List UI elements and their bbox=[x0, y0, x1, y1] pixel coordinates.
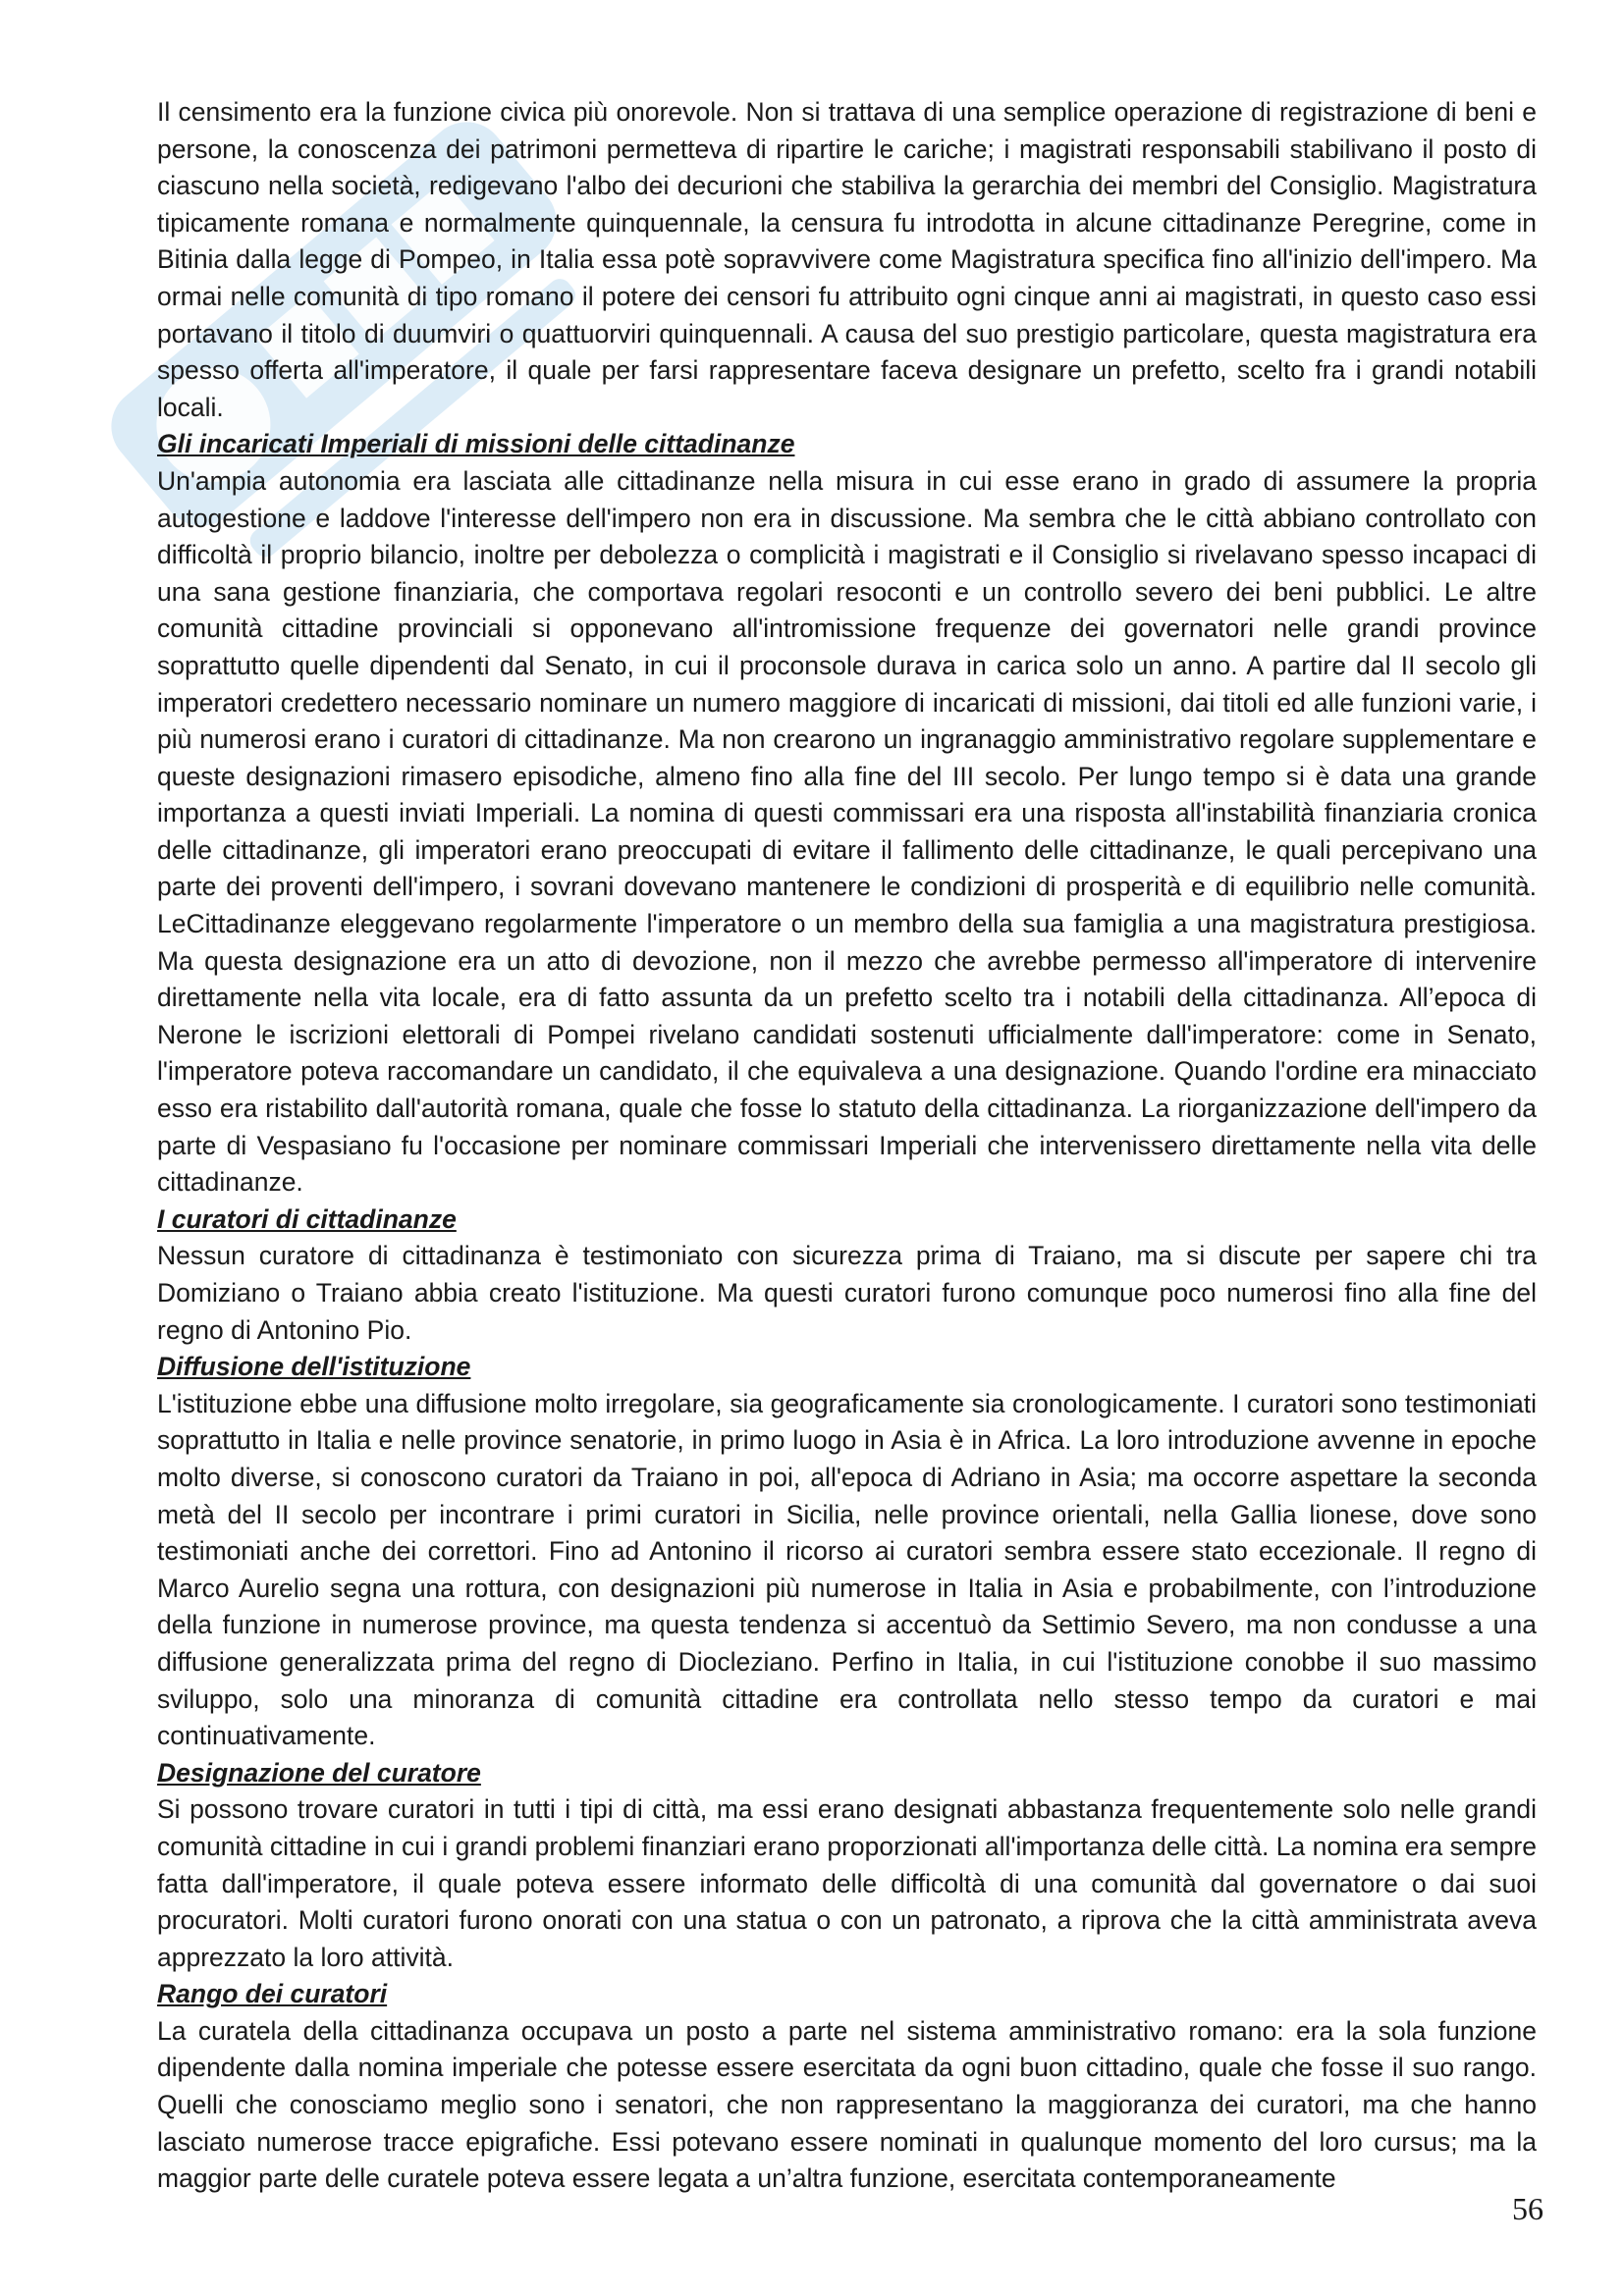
page-number: 56 bbox=[1512, 2191, 1543, 2226]
body-paragraph-5: Si possono trovare curatori in tutti i tipi di città, ma essi erano designati abbastanza frequentemente solo nelle grandi comunità cittadine in cui i grandi problemi finanziari erano proporzionati all'importanza delle città. La nomina era sempre fatta dall'imperatore, il quale poteva essere informato delle difficoltà di una comunità dal governatore o dai suoi procuratori. Molti curatori furono onorati con una statua o con un patronato, a riprova che la città amministrata aveva apprezzato la loro attività. bbox=[157, 1794, 1537, 1972]
body-paragraph-6: La curatela della cittadinanza occupava un posto a parte nel sistema amministrativo romano: era la sola funzione dipendente dalla nomina imperiale che potesse essere esercitata da ogni buon cittadino, quale che fosse il suo rango. Quelli che conosciamo meglio sono i senatori, che non rappresentano la maggioranza dei curatori, ma che hanno lasciato numerose tracce epigrafiche. Essi potevano essere nominati in qualunque momento del loro cursus; ma la maggior parte delle curatele poteva essere legata a un’altra funzione, esercitata contemporaneamente bbox=[157, 2015, 1537, 2194]
section-heading-diffusione: Diffusione dell'istituzione bbox=[157, 1352, 471, 1382]
body-paragraph-3: Nessun curatore di cittadinanza è testimoniato con sicurezza prima di Traiano, ma si discute per sapere chi tra Domiziano o Traiano abbia creato l'istituzione. Ma questi curatori furono comunque poco numerosi fino alla fine del regno di Antonino Pio. bbox=[157, 1241, 1537, 1345]
body-paragraph-2: Un'ampia autonomia era lasciata alle cittadinanze nella misura in cui esse erano in grado di assumere la propria autogestione e laddove l'interesse dell'impero non era in discussione. Ma sembra che le città abbiano controllato con difficoltà il proprio bilancio, inoltre per debolezza o complicità i magistrati e il Consiglio si rivelavano spesso incapaci di una sana gestione finanziaria, che comportava regolari resoconti e un controllo severo dei beni pubblici. Le altre comunità cittadine provinciali si opponevano all'intromissione frequenze dei governatori nelle grandi province soprattutto quelle dipendenti dal Senato, in cui il proconsole durava in carica solo un anno. A partire dal II secolo gli imperatori credettero necessario nominare un numero maggiore di incaricati di missioni, dai titoli ed alle funzioni varie, i più numerosi erano i curatori di cittadinanze. Ma non crearono un ingranaggio amministrativo regolare supplementare e queste designazioni rimasero episodiche, almeno fino alla fine del III secolo. Per lungo tempo si è data una grande importanza a questi inviati Imperiali. La nomina di questi commissari era una risposta all'instabilità finanziaria cronica delle cittadinanze, gli imperatori erano preoccupati di evitare il fallimento delle cittadinanze, le quali percepivano una parte dei proventi dell'impero, i sovrani dovevano mantenere le condizioni di prosperità e di equilibrio nelle comunità. LeCittadinanze eleggevano regolarmente l'imperatore o un membro della sua famiglia a una magistratura prestigiosa. Ma questa designazione era un atto di devozione, non il mezzo che avrebbe permesso all'imperatore di intervenire direttamente nella vita locale, era di fatto assunta da un prefetto scelto tra i notabili della cittadinanza. All’epoca di Nerone le iscrizioni elettorali di Pompei rivelano candidati sostenuti ufficialmente dall'imperatore: come in Senato, l'imperatore poteva raccomandare un candidato, il che equivaleva a una designazione. Quando l'ordine era minacciato esso era ristabilito dall'autorità romana, quale che fosse lo statuto della cittadinanza. La riorganizzazione dell'impero da parte di Vespasiano fu l'occasione per nominare commissari Imperiali che intervenissero direttamente nella vita delle cittadinanze. bbox=[157, 465, 1537, 1198]
section-heading-rango: Rango dei curatori bbox=[157, 1979, 388, 2009]
body-paragraph-4: L'istituzione ebbe una diffusione molto irregolare, sia geograficamente sia cronologicamente. I curatori sono testimoniati soprattutto in Italia e nelle province senatorie, in primo luogo in Asia è in Africa. La loro introduzione avvenne in epoche molto diverse, si conoscono curatori da Traiano in poi, all'epoca di Adriano in Asia; ma occorre aspettare la seconda metà del II secolo per incontrare i primi curatori in Sicilia, nelle province orientali, nella Gallia lionese, dove sono testimoniati anche dei correttori. Fino ad Antonino il ricorso ai curatori sembra essere stato eccezionale. Il regno di Marco Aurelio segna una rottura, con designazioni più numerose in Italia in Asia e probabilmente, con l’introduzione della funzione in numerose province, ma questa tendenza si accentuò da Settimio Severo, ma non condusse a una diffusione generalizzata prima del regno di Diocleziano. Perfino in Italia, in cui l'istituzione conobbe il suo massimo sviluppo, solo una minoranza di comunità cittadine era controllata nello stesso tempo da curatori e mai continuativamente. bbox=[157, 1388, 1537, 1751]
section-heading-curatori: I curatori di cittadinanze bbox=[157, 1203, 457, 1234]
body-paragraph-1: Il censimento era la funzione civica più onorevole. Non si trattava di una semplice operazione di registrazione di beni e persone, la conoscenza dei patrimoni permetteva di ripartire le cariche; i magistrati responsabili stabilivano il posto di ciascuno nella società, redigevano l'albo dei decurioni che stabiliva la gerarchia dei membri del Consiglio. Magistratura tipicamente romana e normalmente quinquennale, la censura fu introdotta in alcune cittadinanze Peregrine, come in Bitinia dalla legge di Pompeo, in Italia essa potè sopravvivere come Magistratura specifica fino all'inizio dell'impero. Ma ormai nelle comunità di tipo romano il potere dei censori fu attribuito ogni cinque anni ai magistrati, in questo caso essi portavano il titolo di duumviri o quattuorviri quinquennali. A causa del suo prestigio particolare, questa magistratura era spesso offerta all'imperatore, il quale per farsi rappresentare faceva designare un prefetto, scelto fra i grandi notabili locali. bbox=[157, 97, 1537, 422]
document-body bbox=[157, 94, 1537, 2198]
section-heading-designazione: Designazione del curatore bbox=[157, 1757, 481, 1788]
section-heading-incaricati: Gli incaricati Imperiali di missioni delle cittadinanze bbox=[157, 429, 795, 459]
